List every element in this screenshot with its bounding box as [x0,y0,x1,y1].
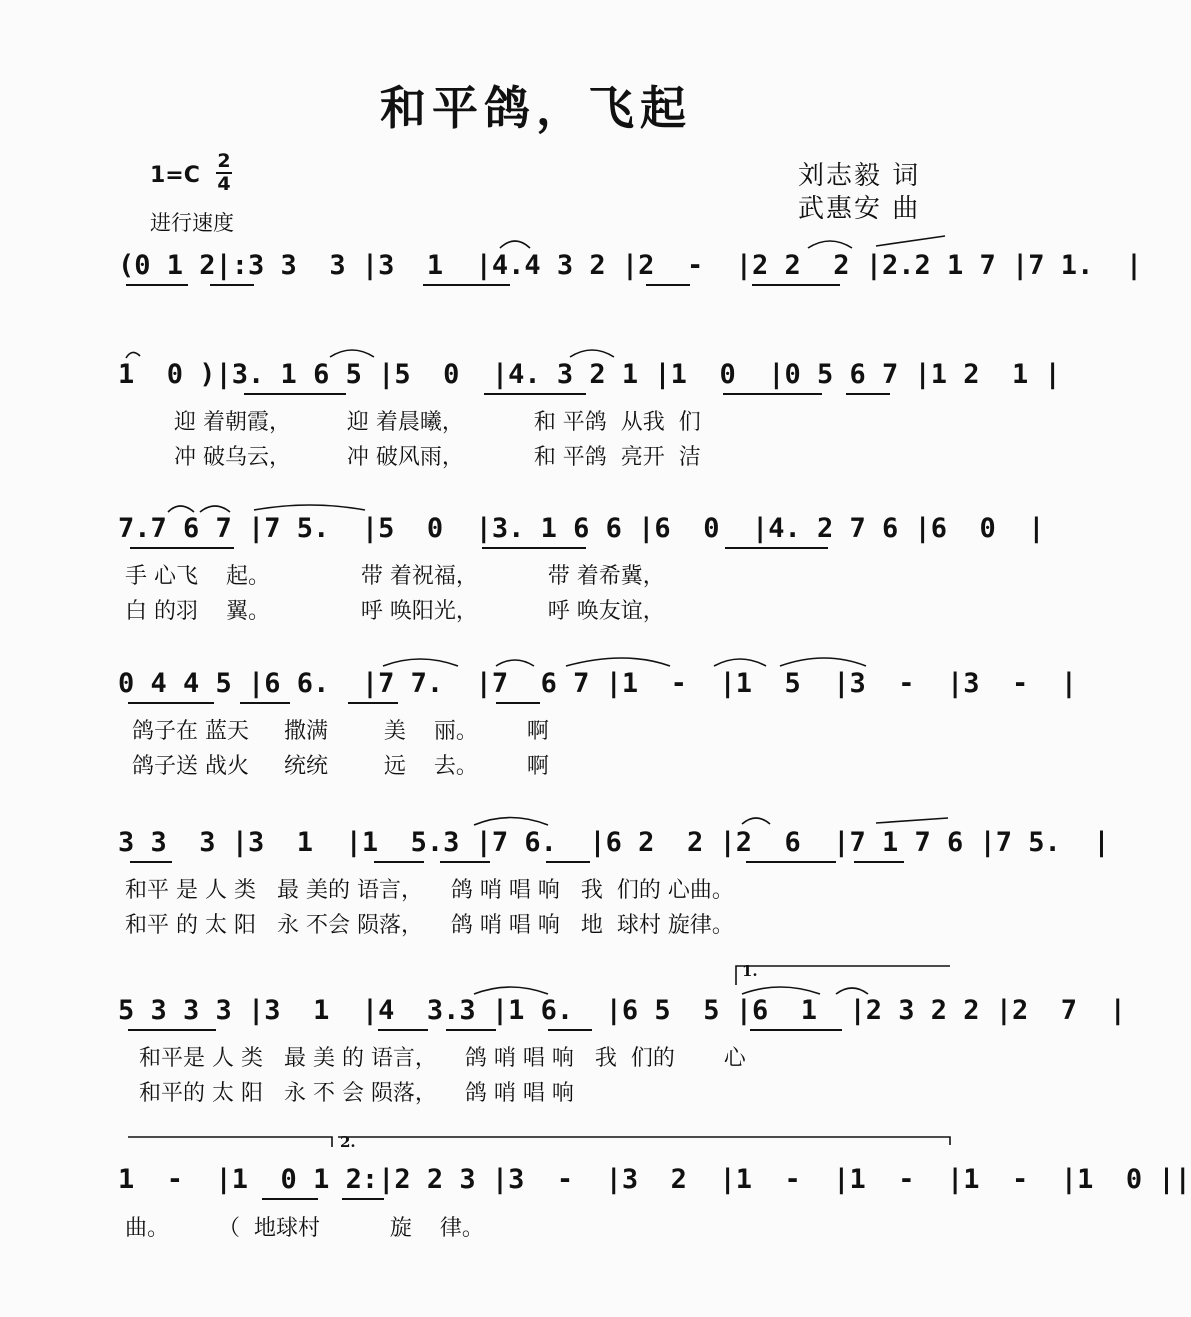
slur [496,660,534,666]
lyric-row-7-verse-1: 曲。 （ 地球村 旋 律。 [125,1216,484,1241]
lyric-row-3-verse-1: 手 心飞 起。 带 着祝福， 带 着希冀， [125,564,665,589]
notation-row-4: 0 4 4 5 |6 6. |7 7. |7 6 7 |1 - |1 5 |3 - |3 - | [118,668,1078,699]
lyric-row-2-verse-2: 冲 破乌云， 冲 破风雨， 和 平鸽 亮开 洁 [125,445,701,470]
notation-row-6: 5 3 3 3 |3 1 |4 3.3 |1 6. |6 5 5 |6 1 |2 3 2 2 |2 7 | [118,995,1126,1026]
slur [126,352,140,358]
volta-bracket-second [128,1137,950,1147]
slur [254,505,365,510]
lyric-row-6-verse-1: 和平是 人 类 最 美 的 语言， 鸽 哨 唱 响 我 们的 心 [125,1046,746,1071]
lyric-row-4-verse-1: 鸽子在 蓝天 撒满 美 丽。 啊 [125,719,549,744]
notation-row-3: 7.7 6 7 |7 5. |5 0 |3. 1 6 6 |6 0 |4. 2 7 6 |6 0 | [118,513,1045,544]
slur [474,987,548,994]
slur [836,988,868,994]
lyricist-credit: 刘志毅 词 [798,161,921,191]
slur [383,659,458,666]
slur [200,506,230,512]
volta-second-ending-label: 2. [340,1133,356,1151]
time-signature-numerator: 2 [217,150,231,172]
lyric-row-2-verse-1: 迎 着朝霞， 迎 着晨曦， 和 平鸽 从我 们 [125,410,701,435]
slur [876,818,948,823]
lyric-row-3-verse-2: 白 的羽 翼。 呼 唤阳光， 呼 唤友谊， [125,599,665,624]
volta-bracket-first [736,966,950,985]
notation-row-5: 3 3 3 |3 1 |1 5.3 |7 6. |6 2 2 |2 6 |7 1 7 6 |7 5. | [118,827,1110,858]
slur [808,241,852,248]
lyric-row-4-verse-2: 鸽子送 战火 统统 远 去。 啊 [125,754,549,779]
slur [566,658,670,666]
slur [474,818,548,826]
lyric-row-5-verse-1: 和平 是 人 类 最 美的 语言， 鸽 哨 唱 响 我 们的 心曲。 [125,878,734,903]
slur [780,658,866,666]
slur [714,659,766,666]
lyric-row-5-verse-2: 和平 的 太 阳 永 不会 陨落， 鸽 哨 唱 响 地 球村 旋律。 [125,913,734,938]
volta-first-ending-label: 1. [742,962,758,980]
song-title: 和平鸽，飞起 [380,81,692,135]
time-signature-denominator: 4 [217,173,231,195]
slur [742,818,770,824]
notation-row-7: 1 - |1 0 1 2:|2 2 3 |3 - |3 2 |1 - |1 - |1 - |1 0 || [118,1164,1191,1195]
tempo-marking: 进行速度 [150,211,234,235]
slur [742,987,820,994]
notation-row-2: 1 0 )|3. 1 6 5 |5 0 |4. 3 2 1 |1 0 |0 5 6 7 |1 2 1 | [118,359,1061,390]
key-signature: 1=C [150,163,200,188]
slur [330,350,374,357]
composer-credit: 武惠安 曲 [798,194,921,224]
notation-row-1: (0 1 2|:3 3 3 |3 1 |4.4 3 2 |2 - |2 2 2 |2.2 1 7 |7 1. | [118,250,1143,281]
slur [876,236,945,246]
slur [570,350,614,357]
slur [168,506,194,512]
slur [500,241,530,248]
lyric-row-6-verse-2: 和平的 太 阳 永 不 会 陨落， 鸽 哨 唱 响 [125,1081,574,1106]
